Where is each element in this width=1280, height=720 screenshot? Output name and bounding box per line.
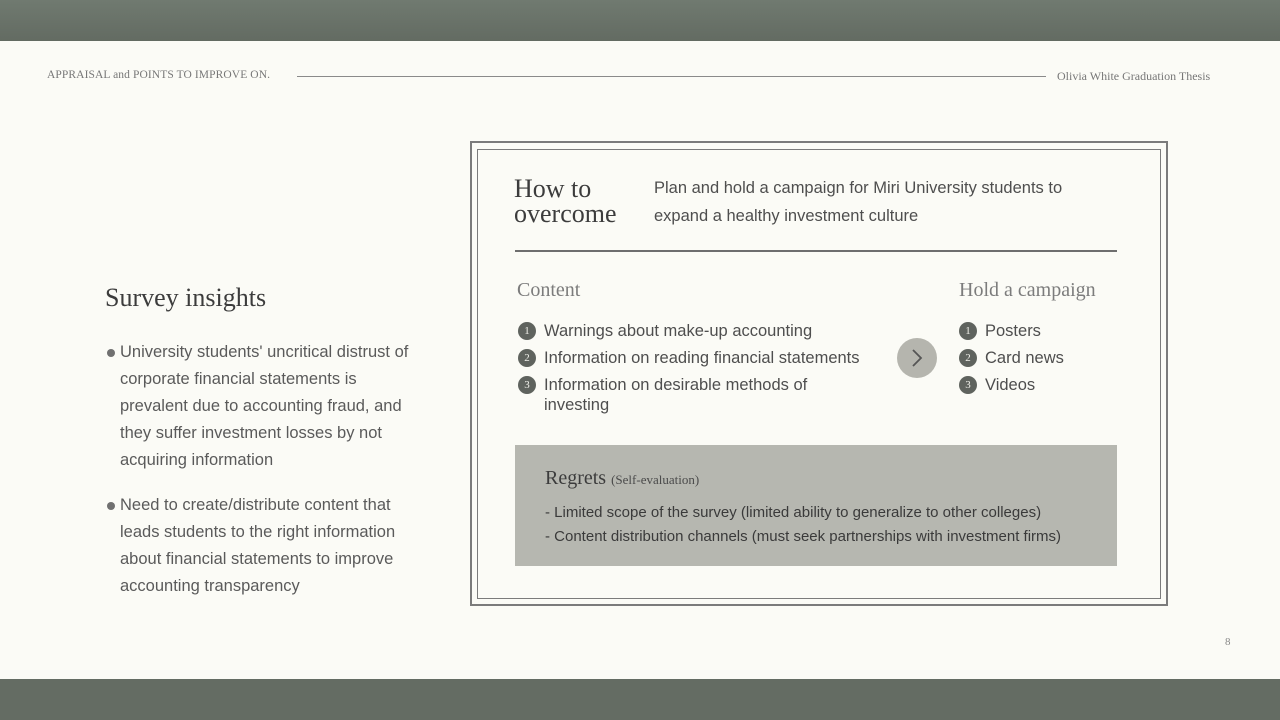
- regrets-box: [515, 445, 1117, 566]
- chevron-right-icon: [908, 348, 926, 368]
- overcome-divider: [515, 250, 1117, 252]
- number-badge: 3: [518, 376, 536, 394]
- title-line: overcome: [514, 199, 617, 228]
- campaign-list: [959, 321, 1119, 402]
- item-text: Information on desirable methods of investing: [544, 376, 808, 414]
- regrets-subtitle: (Self-evaluation): [611, 472, 700, 487]
- header-divider: [297, 76, 1046, 77]
- page-number: 8: [1225, 636, 1231, 648]
- campaign-item: [959, 348, 1119, 368]
- top-bar: [0, 0, 1280, 41]
- title-line: How to: [514, 174, 592, 203]
- item-text: Card news: [985, 349, 1064, 367]
- bullet-dot-icon: [107, 502, 115, 510]
- number-badge: 2: [518, 349, 536, 367]
- survey-bullets: [106, 339, 426, 618]
- content-list: [518, 321, 883, 422]
- arrow-circle: [897, 338, 937, 378]
- content-item: [518, 348, 883, 368]
- number-badge: 1: [518, 322, 536, 340]
- campaign-item: [959, 321, 1119, 341]
- number-badge: 3: [959, 376, 977, 394]
- section-header: APPRAISAL and POINTS TO IMPROVE ON.: [47, 69, 271, 81]
- content-item: [518, 321, 883, 341]
- regrets-title: [545, 467, 699, 490]
- survey-insights-title: Survey insights: [105, 283, 267, 312]
- campaign-column-title: Hold a campaign: [959, 279, 1096, 301]
- overcome-description: Plan and hold a campaign for Miri University students to expand a healthy investment culture: [654, 179, 1063, 225]
- content-item: [518, 375, 844, 415]
- regret-item: - Content distribution channels (must seek partnerships with investment firms): [545, 528, 1062, 545]
- regret-item: - Limited scope of the survey (limited ability to generalize to other colleges): [545, 504, 1042, 521]
- item-text: Information on reading financial statements: [544, 349, 860, 367]
- bullet-dot-icon: [107, 349, 115, 357]
- bullet-text: University students' uncritical distrust of corporate financial statements is prevalent due to accounting fraud, and they suffer investment losses by not acquiring information: [120, 343, 409, 469]
- bottom-bar: [0, 679, 1280, 720]
- bullet-item: [106, 339, 426, 474]
- content-column-title: Content: [517, 279, 581, 301]
- bullet-item: [106, 492, 426, 600]
- document-title: Olivia White Graduation Thesis: [1057, 69, 1211, 83]
- number-badge: 1: [959, 322, 977, 340]
- number-badge: 2: [959, 349, 977, 367]
- campaign-item: [959, 375, 1119, 395]
- bullet-text: Need to create/distribute content that leads students to the right information about financial statements to improve accounting transparency: [120, 496, 396, 595]
- item-text: Posters: [985, 322, 1041, 340]
- regrets-heading: Regrets: [545, 467, 607, 489]
- item-text: Videos: [985, 376, 1036, 394]
- item-text: Warnings about make-up accounting: [544, 322, 813, 340]
- how-to-overcome-title: [514, 176, 617, 226]
- regrets-list: [545, 501, 1061, 549]
